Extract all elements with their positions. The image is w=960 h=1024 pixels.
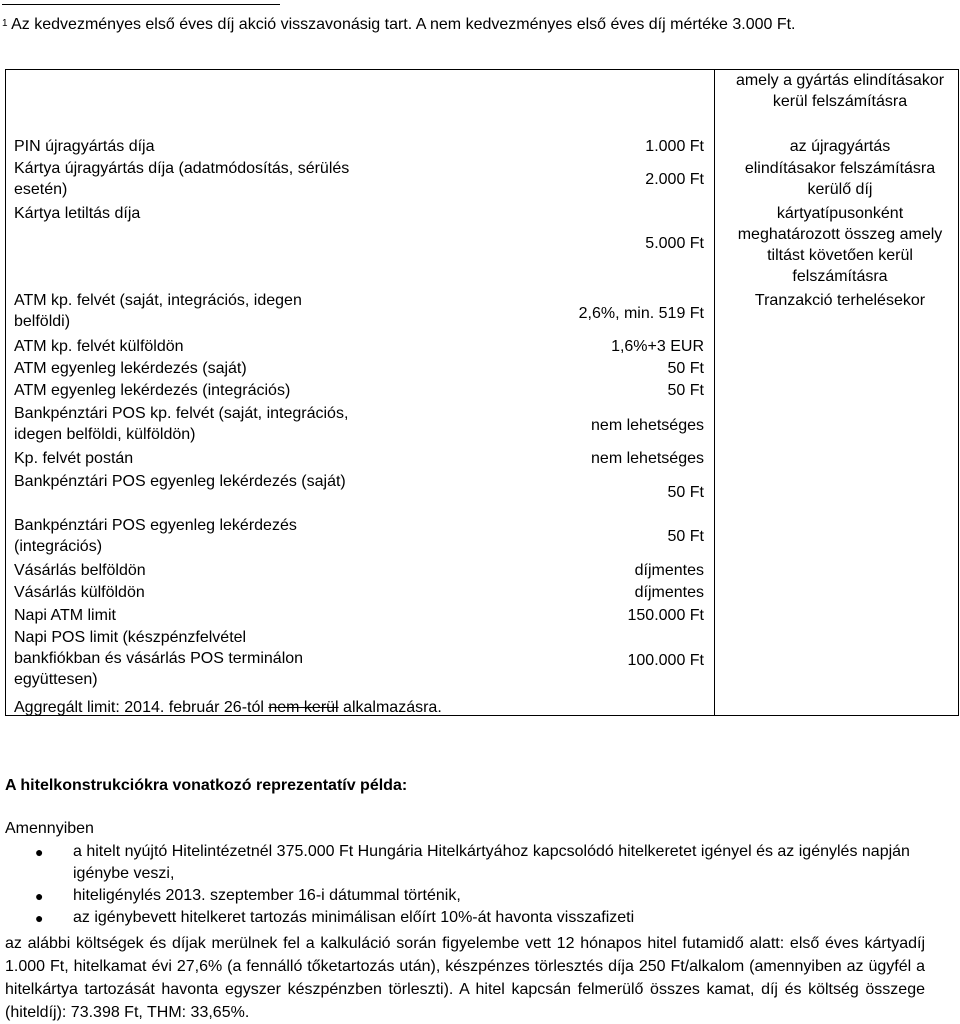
fee-table <box>5 69 959 716</box>
fee-value-atm-limit: 150.000 Ft <box>627 607 704 624</box>
bullet-icon: ● <box>35 910 44 926</box>
fee-label-pos-cash: Bankpénztári POS kp. felvét (saját, integrációs, idegen belföldi, külföldön) <box>14 405 349 443</box>
example-paragraph: az alábbi költségek és díjak merülnek fel a kalkuláció során figyelembe vett 12 hónapos hitel futamidő alatt: első éves kártyadíj 1.000 Ft, hitelkamat évi 27,6% (a fennálló tőketartozás után), készpénzes törlesztés díja 250 Ft/alkalom (amennyiben az ügyfél a hitelkártya tartozását havonta egyszer készpénzben törleszti). A hitel kapcsán felmerülő összes kamat, díj és költség összege (hiteldíj): 73.398 Ft, THM: 33,65%. <box>5 935 925 1021</box>
fee-value-atm-balance-own: 50 Ft <box>667 360 704 377</box>
aggregate-suffix: alkalmazásra. <box>338 699 442 716</box>
list-item-text: a hitelt nyújtó Hitelintézetnél 375.000 Ft Hungária Hitelkártyához kapcsolódó hitelkeretet igényel és az igénylés napján igénybe veszi, <box>73 843 910 882</box>
list-item <box>33 907 928 929</box>
aggregate-prefix: Aggregált limit: 2014. február 26-tól <box>14 699 269 716</box>
fee-note-transaction: Tranzakció terhelésekor <box>754 292 926 309</box>
fee-label-purchase-abroad: Vásárlás külföldön <box>14 584 145 601</box>
footnote-text: Az kedvezményes első éves díj akció visszavonásig tart. A nem kedvezményes első éves díj mértéke 3.000 Ft. <box>11 16 796 33</box>
bullet-icon: ● <box>35 844 44 860</box>
fee-label-pos-balance-integr: Bankpénztári POS egyenleg lekérdezés (integrációs) <box>14 517 297 555</box>
fee-value-atm-domestic: 2,6%, min. 519 Ft <box>578 305 704 322</box>
fee-label-atm-domestic: ATM kp. felvét (saját, integrációs, idegen belföldi) <box>14 292 302 330</box>
fee-label-pos-balance-own: Bankpénztári POS egyenleg lekérdezés (saját) <box>14 473 346 490</box>
footnote-separator <box>2 4 280 5</box>
fee-value-pos-limit: 100.000 Ft <box>627 652 704 669</box>
fee-value-card-block: 5.000 Ft <box>645 235 704 252</box>
fee-note-pin: az újragyártás <box>789 138 891 155</box>
fee-label-atm-balance-integr: ATM egyenleg lekérdezés (integrációs) <box>14 382 291 399</box>
fee-label-atm-abroad: ATM kp. felvét külföldön <box>14 338 184 355</box>
list-item-text: az igénybevett hitelkeret tartozás minimálisan előírt 10%-át havonta visszafizeti <box>73 909 635 926</box>
fee-label-post-cash: Kp. felvét postán <box>14 450 134 467</box>
fee-table-divider <box>714 70 715 715</box>
example-conditions-list <box>33 841 928 929</box>
fee-label-pos-limit: Napi POS limit (készpénzfelvétel bankfiókban és vásárlás POS terminálon együttesen) <box>14 629 304 688</box>
fee-label-card-block: Kártya letiltás díja <box>14 205 141 222</box>
aggregate-limit-note <box>14 698 442 718</box>
list-item-text: hiteligénylés 2013. szeptember 16-i dátummal történik, <box>73 887 461 904</box>
fee-value-purchase-abroad: díjmentes <box>634 584 704 601</box>
bullet-icon: ● <box>35 888 44 904</box>
fee-value-atm-balance-integr: 50 Ft <box>667 382 704 399</box>
fee-label-atm-limit: Napi ATM limit <box>14 607 116 624</box>
example-intro: Amennyiben <box>5 820 94 837</box>
fee-value-card-reissue: 2.000 Ft <box>645 171 704 188</box>
fee-note-card-block: kártyatípusonként meghatározott összeg amely tiltást követően kerül felszámításra <box>737 205 943 285</box>
example-heading: A hitelkonstrukciókra vonatkozó reprezentatív példa: <box>5 777 408 794</box>
fee-value-pos-balance-integr: 50 Ft <box>667 528 704 545</box>
list-item <box>33 841 928 885</box>
fee-value-pos-balance-own: 50 Ft <box>667 484 704 501</box>
aggregate-struck: nem kerül <box>268 699 339 716</box>
fee-label-pin: PIN újragyártás díja <box>14 138 155 155</box>
footnote-marker: 1 <box>2 18 8 29</box>
fee-label-atm-balance-own: ATM egyenleg lekérdezés (saját) <box>14 360 247 377</box>
fee-note-top: amely a gyártás elindításakor kerül felszámításra <box>735 72 945 110</box>
fee-value-purchase-domestic: díjmentes <box>634 562 704 579</box>
fee-value-post-cash: nem lehetséges <box>591 450 704 467</box>
fee-value-pos-cash: nem lehetséges <box>591 417 704 434</box>
fee-label-purchase-domestic: Vásárlás belföldön <box>14 562 146 579</box>
footnote <box>2 14 952 35</box>
fee-value-atm-abroad: 1,6%+3 EUR <box>611 338 704 355</box>
list-item <box>33 885 928 907</box>
fee-label-card-reissue: Kártya újragyártás díja (adatmódosítás, sérülés esetén) <box>14 160 350 198</box>
fee-note-card-reissue: elindításakor felszámításra kerülő díj <box>744 160 936 198</box>
fee-value-pin: 1.000 Ft <box>645 138 704 155</box>
